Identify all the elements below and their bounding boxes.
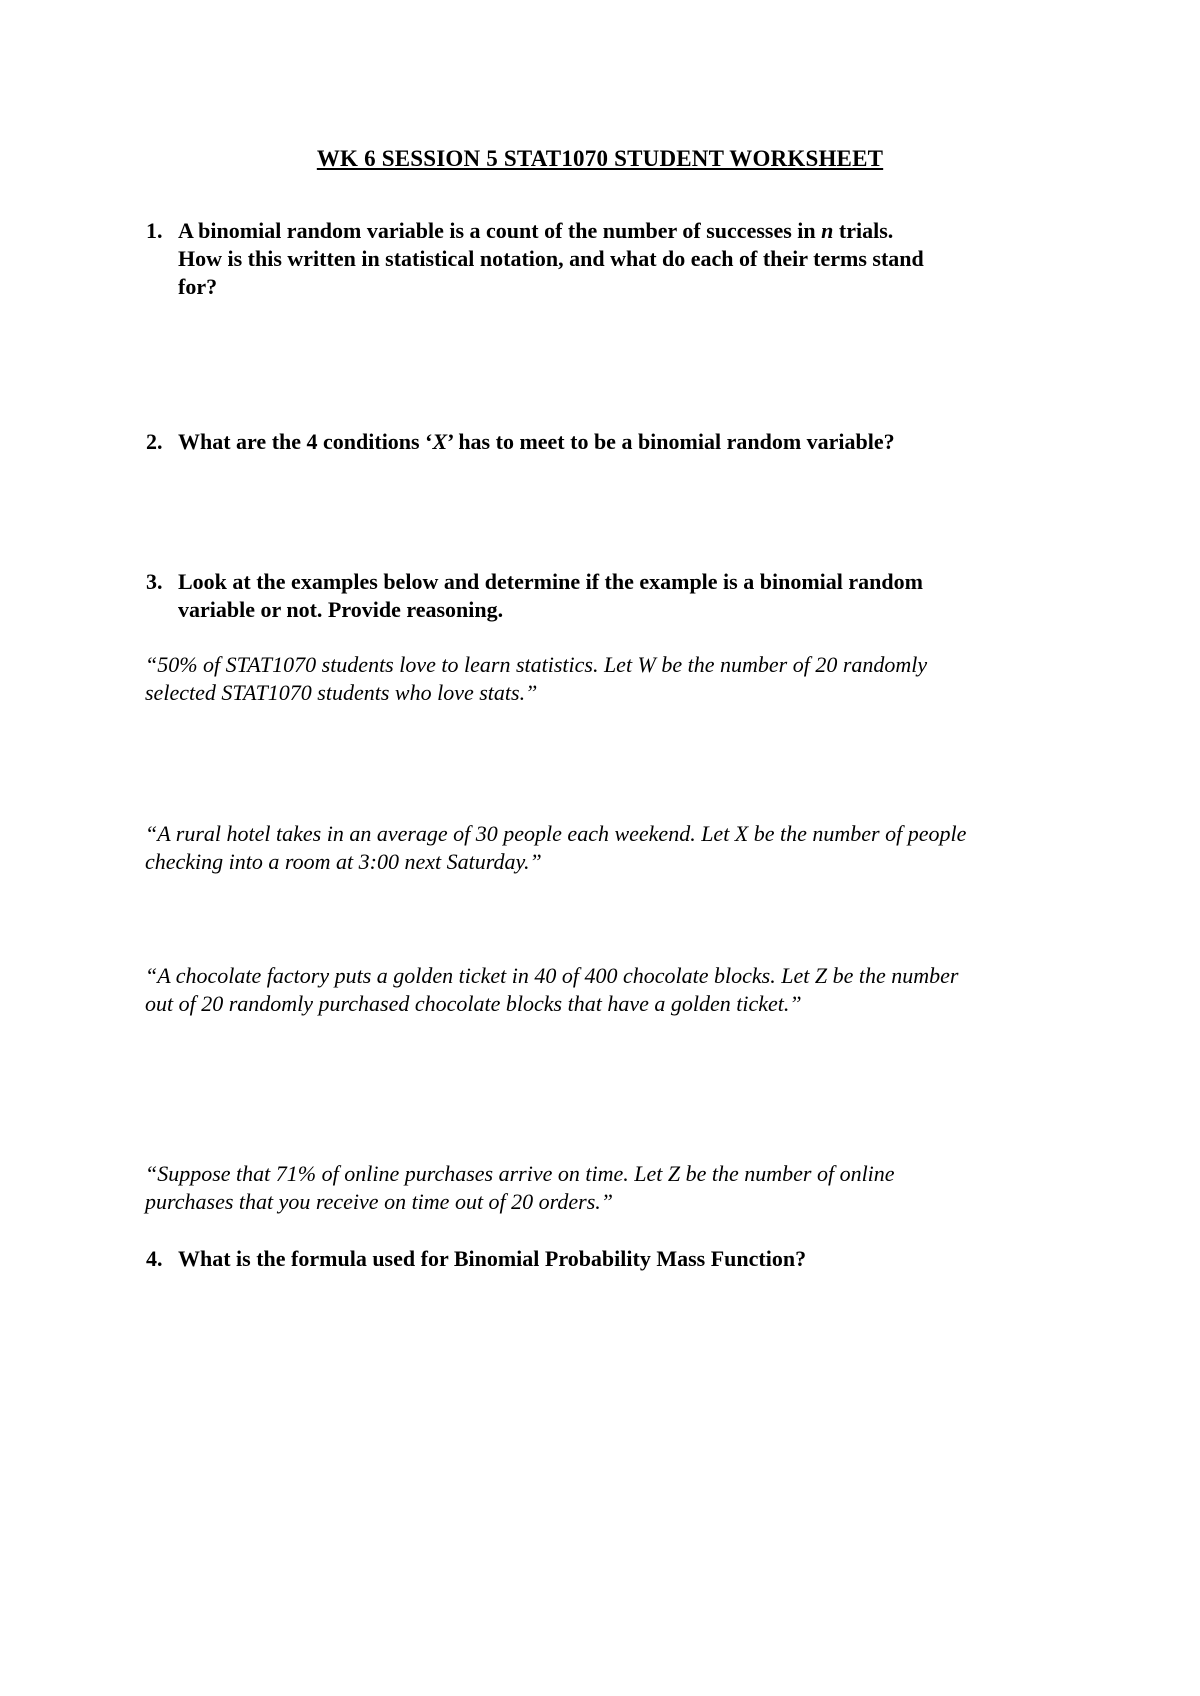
question-line: How is this written in statistical notation, and what do each of their terms stand xyxy=(178,246,924,271)
question-line: Look at the examples below and determine if the example is a binomial random xyxy=(178,569,923,594)
question-text: What are the 4 conditions ‘ xyxy=(178,429,433,454)
example-1 xyxy=(145,651,1075,707)
example-2 xyxy=(145,820,1075,876)
example-line: purchases that you receive on time out of 20 orders.” xyxy=(145,1189,614,1214)
question-text: ’ has to meet to be a binomial random variable? xyxy=(447,429,895,454)
question-4 xyxy=(146,1245,1058,1273)
example-line: checking into a room at 3:00 next Saturday.” xyxy=(145,849,542,874)
question-text: A binomial random variable is a count of the number of successes in xyxy=(178,218,822,243)
question-line: What is the formula used for Binomial Probability Mass Function? xyxy=(178,1246,807,1271)
question-text: trials. xyxy=(833,218,894,243)
worksheet-title: WK 6 SESSION 5 STAT1070 STUDENT WORKSHEET xyxy=(316,146,884,171)
question-variable: X xyxy=(432,429,448,454)
example-4 xyxy=(145,1160,1075,1216)
question-line: variable or not. Provide reasoning. xyxy=(178,597,504,622)
question-number: 3. xyxy=(146,569,163,594)
question-line xyxy=(178,217,1058,245)
question-3 xyxy=(146,568,1058,624)
example-line: “Suppose that 71% of online purchases arrive on time. Let Z be the number of online xyxy=(145,1161,895,1186)
example-line: “A chocolate factory puts a golden ticket in 40 of 400 chocolate blocks. Let Z be the number xyxy=(145,963,959,988)
example-line: “A rural hotel takes in an average of 30 people each weekend. Let X be the number of people xyxy=(145,821,967,846)
question-variable: n xyxy=(821,218,834,243)
question-number: 1. xyxy=(146,218,163,243)
example-line: out of 20 randomly purchased chocolate blocks that have a golden ticket.” xyxy=(145,991,802,1016)
example-3 xyxy=(145,962,1075,1018)
question-line: for? xyxy=(178,274,218,299)
question-number: 2. xyxy=(146,429,163,454)
example-line: selected STAT1070 students who love stats.” xyxy=(145,680,538,705)
example-line: “50% of STAT1070 students love to learn statistics. Let W be the number of 20 randomly xyxy=(145,652,928,677)
question-1 xyxy=(146,217,1058,301)
question-2 xyxy=(146,428,1058,456)
question-line xyxy=(178,428,1058,456)
question-number: 4. xyxy=(146,1246,163,1271)
